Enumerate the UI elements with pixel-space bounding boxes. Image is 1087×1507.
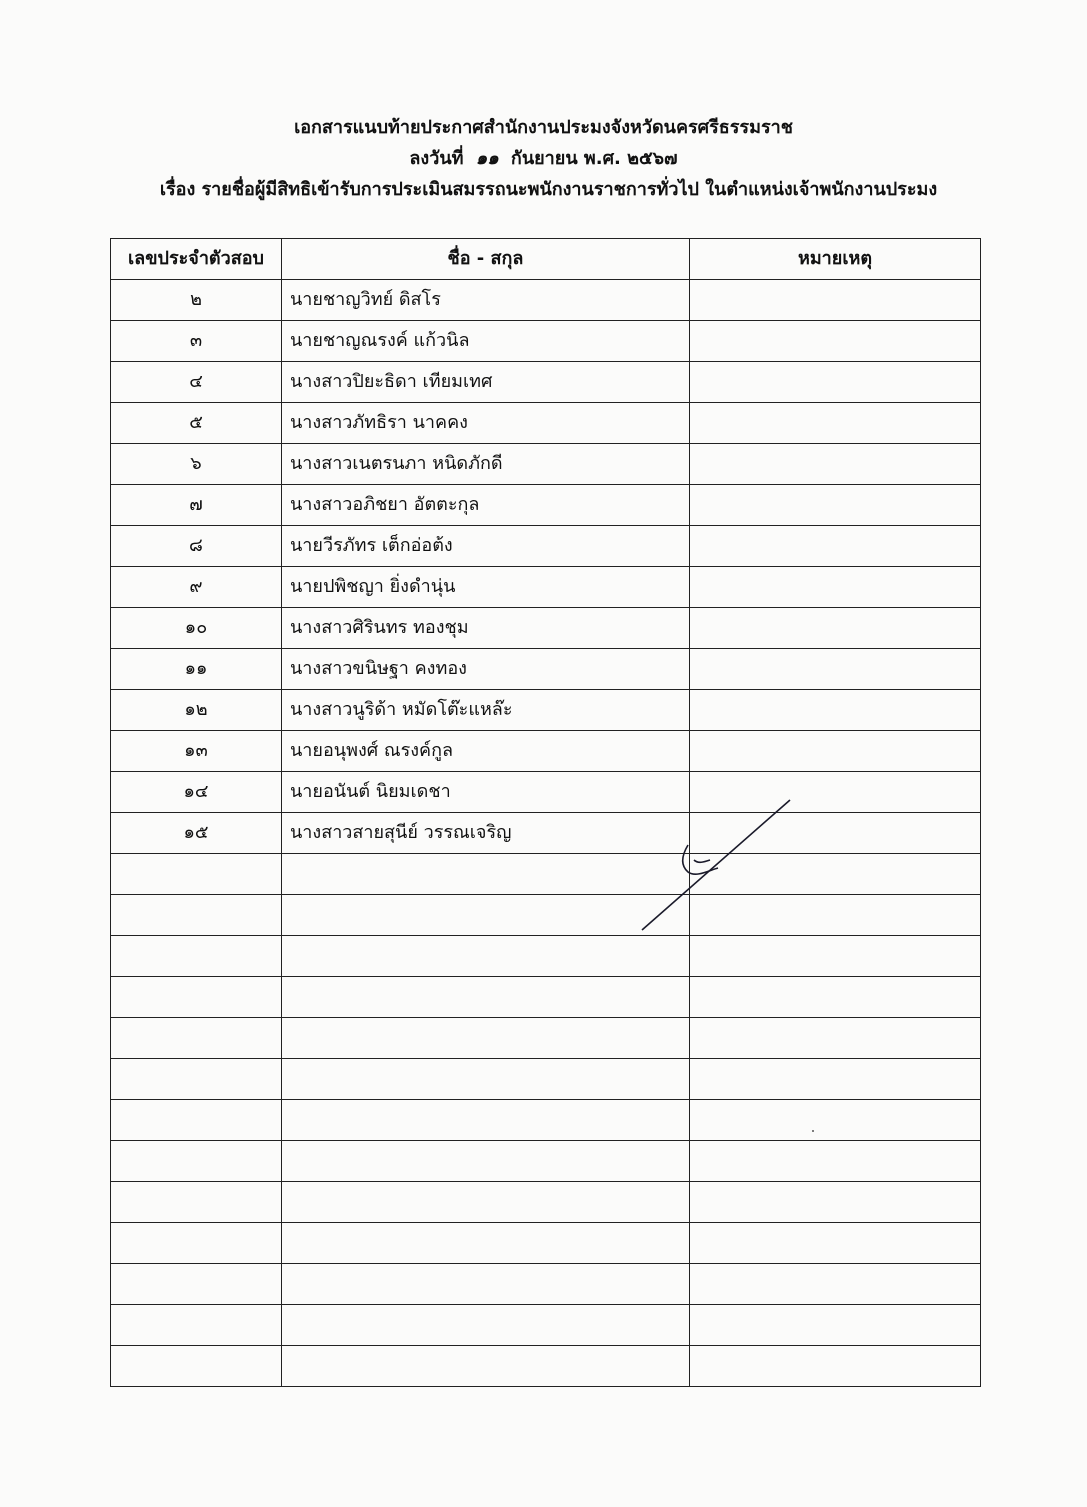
empty-table-row [111, 1141, 981, 1182]
empty-cell [111, 1059, 282, 1100]
empty-cell [282, 895, 690, 936]
cell-exam-id: ๕ [111, 403, 282, 444]
column-header-note: หมายเหตุ [690, 239, 981, 280]
cell-remark [690, 485, 981, 526]
empty-table-row [111, 977, 981, 1018]
empty-cell [282, 1264, 690, 1305]
cell-full-name: นางสาวนูริด้า หมัดโต๊ะแหล๊ะ [282, 690, 690, 731]
cell-remark [690, 567, 981, 608]
table-row [111, 444, 981, 485]
header-date [0, 143, 1087, 174]
empty-cell [690, 1346, 981, 1387]
table-row [111, 362, 981, 403]
empty-table-row [111, 1346, 981, 1387]
empty-cell [111, 1018, 282, 1059]
cell-exam-id: ๑๓ [111, 731, 282, 772]
table-row [111, 280, 981, 321]
table-row [111, 608, 981, 649]
cell-exam-id: ๑๔ [111, 772, 282, 813]
table-row [111, 485, 981, 526]
empty-cell [690, 1059, 981, 1100]
header-title: เอกสารแนบท้ายประกาศสำนักงานประมงจังหวัดนครศรีธรรมราช [294, 117, 793, 138]
table-row [111, 731, 981, 772]
empty-cell [111, 895, 282, 936]
empty-cell [690, 1018, 981, 1059]
cell-exam-id: ๙ [111, 567, 282, 608]
cell-full-name: นางสาวศิรินทร ทองชุม [282, 608, 690, 649]
cell-remark [690, 690, 981, 731]
cell-exam-id: ๒ [111, 280, 282, 321]
table-body [111, 280, 981, 1387]
document-header [0, 112, 1087, 205]
cell-remark [690, 731, 981, 772]
table-row [111, 649, 981, 690]
empty-cell [111, 1182, 282, 1223]
table-row [111, 567, 981, 608]
empty-cell [111, 1264, 282, 1305]
empty-table-row [111, 854, 981, 895]
cell-full-name: นางสาวอภิชยา อัตตะกุล [282, 485, 690, 526]
empty-cell [282, 977, 690, 1018]
candidate-table [110, 238, 981, 1387]
empty-cell [282, 1346, 690, 1387]
empty-cell [282, 854, 690, 895]
empty-cell [282, 1182, 690, 1223]
cell-full-name: นางสาวปิยะธิดา เทียมเทศ [282, 362, 690, 403]
cell-remark [690, 649, 981, 690]
empty-cell [282, 936, 690, 977]
empty-cell [690, 1223, 981, 1264]
empty-table-row [111, 1264, 981, 1305]
header-subject: เรื่อง รายชื่อผู้มีสิทธิเข้ารับการประเมินสมรรถนะพนักงานราชการทั่วไป ในตำแหน่งเจ้าพนักงานประมง [159, 179, 938, 200]
empty-cell [111, 1223, 282, 1264]
empty-cell [282, 1018, 690, 1059]
empty-cell [690, 1264, 981, 1305]
cell-full-name: นายวีรภัทร เต็กอ่อต้ง [282, 526, 690, 567]
cell-full-name: นายชาญวิทย์ ดิสโร [282, 280, 690, 321]
cell-remark [690, 362, 981, 403]
empty-cell [111, 854, 282, 895]
cell-exam-id: ๑๐ [111, 608, 282, 649]
empty-cell [111, 1346, 282, 1387]
date-prefix: ลงวันที่ [409, 148, 464, 169]
empty-cell [690, 1141, 981, 1182]
table-row [111, 813, 981, 854]
empty-cell [690, 936, 981, 977]
cell-exam-id: ๑๒ [111, 690, 282, 731]
cell-remark [690, 444, 981, 485]
cell-full-name: นายปพิชญา ยิ่งดำนุ่น [282, 567, 690, 608]
empty-cell [111, 977, 282, 1018]
cell-exam-id: ๖ [111, 444, 282, 485]
scan-speck [812, 1130, 814, 1132]
table-header-row [111, 239, 981, 280]
cell-exam-id: ๗ [111, 485, 282, 526]
cell-remark [690, 403, 981, 444]
cell-full-name: นายชาญณรงค์ แก้วนิล [282, 321, 690, 362]
table-row [111, 526, 981, 567]
cell-full-name: นางสาวสายสุนีย์ วรรณเจริญ [282, 813, 690, 854]
empty-cell [282, 1100, 690, 1141]
column-header-name: ชื่อ - สกุล [282, 239, 690, 280]
empty-table-row [111, 895, 981, 936]
empty-cell [282, 1223, 690, 1264]
cell-exam-id: ๑๑ [111, 649, 282, 690]
empty-table-row [111, 1182, 981, 1223]
cell-full-name: นายอนุพงศ์ ณรงค์กูล [282, 731, 690, 772]
cell-remark [690, 321, 981, 362]
empty-table-row [111, 1305, 981, 1346]
empty-cell [111, 936, 282, 977]
empty-cell [282, 1141, 690, 1182]
empty-cell [282, 1059, 690, 1100]
empty-cell [690, 1100, 981, 1141]
cell-exam-id: ๔ [111, 362, 282, 403]
table-row [111, 321, 981, 362]
column-header-id: เลขประจำตัวสอบ [111, 239, 282, 280]
table-row [111, 690, 981, 731]
empty-table-row [111, 1018, 981, 1059]
empty-table-row [111, 1223, 981, 1264]
empty-cell [111, 1100, 282, 1141]
empty-table-row [111, 1100, 981, 1141]
empty-table-row [111, 936, 981, 977]
cell-full-name: นายอนันต์ นิยมเดชา [282, 772, 690, 813]
empty-cell [690, 1182, 981, 1223]
empty-cell [111, 1305, 282, 1346]
empty-cell [111, 1141, 282, 1182]
cell-exam-id: ๓ [111, 321, 282, 362]
cell-remark [690, 526, 981, 567]
cell-exam-id: ๘ [111, 526, 282, 567]
empty-cell [690, 1305, 981, 1346]
table-row [111, 403, 981, 444]
cell-exam-id: ๑๕ [111, 813, 282, 854]
date-day-handwritten: ๑๑ [475, 148, 499, 169]
cell-remark [690, 280, 981, 321]
signature-mark [630, 790, 800, 940]
cell-full-name: นางสาวภัทธิรา นาคคง [282, 403, 690, 444]
cell-remark [690, 608, 981, 649]
empty-cell [282, 1305, 690, 1346]
empty-cell [690, 977, 981, 1018]
empty-table-row [111, 1059, 981, 1100]
cell-full-name: นางสาวเนตรนภา หนิดภักดี [282, 444, 690, 485]
table-row [111, 772, 981, 813]
cell-full-name: นางสาวขนิษฐา คงทอง [282, 649, 690, 690]
date-suffix: กันยายน พ.ศ. ๒๕๖๗ [510, 148, 678, 169]
